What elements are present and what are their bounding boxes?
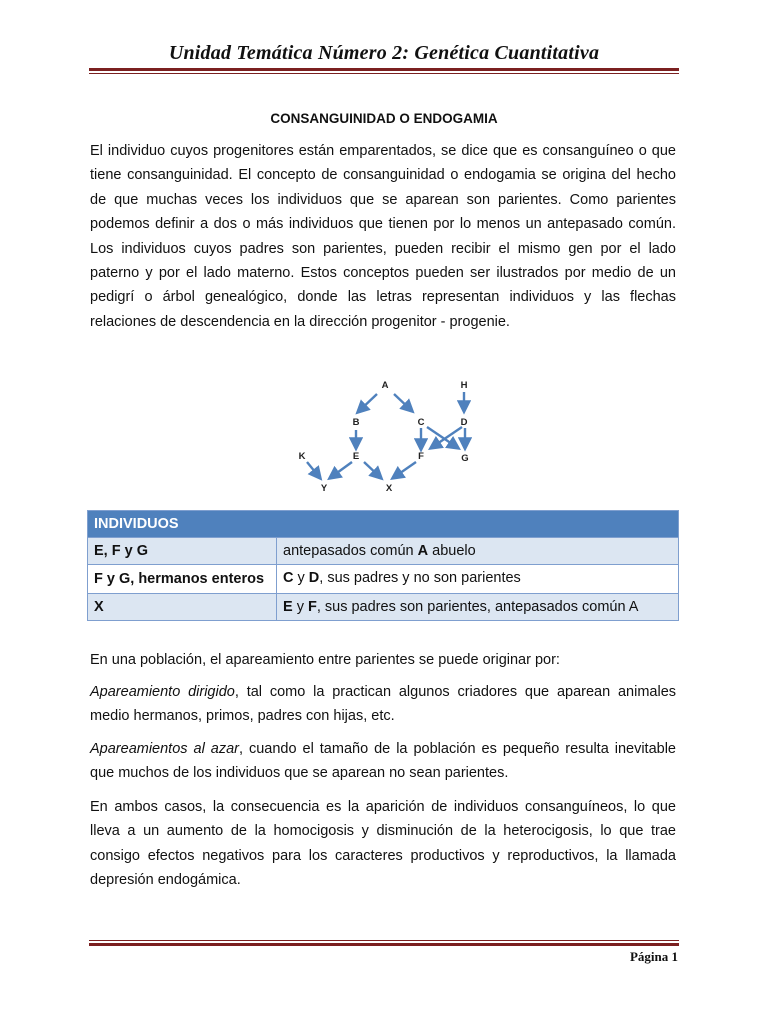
table-cell-description: antepasados común A abuelo [277,538,679,565]
table-row [88,538,679,565]
table-row [88,565,679,594]
arrow-e-y [330,462,352,478]
dirigido-term: Apareamiento dirigido [90,684,235,700]
table-cell-individuals: X [88,594,277,621]
table-cell-description: C y D, sus padres y no son parientes [277,565,679,594]
pedigree-node-b: B [352,417,360,428]
page-number: Página 1 [629,949,678,964]
arrow-f-x [393,462,416,478]
individuals-table [87,510,679,621]
table-cell-individuals: F y G, hermanos enteros [88,565,277,594]
population-paragraph: En una población, el apareamiento entre parientes se puede originar por: [90,652,560,668]
table-cell-individuals: E, F y G [88,538,277,565]
pedigree-node-e: E [352,451,360,462]
pedigree-node-c: C [417,417,425,428]
table-row [88,594,679,621]
footer-rule [89,940,679,946]
arrow-c-g [427,427,458,448]
azar-term: Apareamientos al azar [90,741,239,757]
pedigree-node-d: D [460,417,468,428]
pedigree-node-g: G [461,453,469,464]
pedigree-node-f: F [418,451,424,462]
pedigree-node-k: K [298,451,306,462]
intro-paragraph: El individuo cuyos progenitores están emparentados, se dice que es consanguíneo o que tiene consanguinidad. El concepto de consanguinidad o endogamia se origina del hecho de que muchas veces los individuos que se aparean son parientes. Como parientes podemos definir a dos o más individuos que tienen por lo menos un antepasado común. Los individuos cuyos padres son parientes, pueden recibir el mismo gen por el lado paterno y por el lado materno. Estos conceptos pueden ser ilustrados por medio de un pedigrí o árbol genealógico, donde las letras representan individuos y las flechas relaciones de descendencia en la dirección progenitor - progenie. [90,143,676,330]
arrow-d-f [431,427,462,448]
section-title: CONSANGUINIDAD O ENDOGAMIA [270,111,498,126]
azar-paragraph: Apareamientos al azar, cuando el tamaño de la población es pequeño resulta inevitable que muchos de los individuos que se aparean no sean parientes. [90,741,676,782]
header-rule [89,68,679,74]
arrow-a-c [394,394,412,411]
pedigree-diagram [280,370,500,500]
pedigree-node-x: X [385,483,393,494]
arrow-e-x [364,462,381,478]
arrow-a-b [358,394,377,412]
table-header: INDIVIDUOS [88,511,679,538]
pedigree-node-a: A [381,380,389,391]
table-cell-description: E y F, sus padres son parientes, antepasados común A [277,594,679,621]
arrow-k-y [307,462,320,478]
consequence-paragraph: En ambos casos, la consecuencia es la aparición de individuos consanguíneos, lo que lleva a un aumento de la homocigosis y disminución de la heterocigosis, lo que trae consigo efectos negativos para los caracteres productivos y reproductivos, la llamada depresión endogámica. [90,799,676,889]
page-header-title: Unidad Temática Número 2: Genética Cuantitativa [168,42,600,64]
dirigido-paragraph: Apareamiento dirigido, tal como la practican algunos criadores que aparean animales medio hermanos, primos, padres con hijas, etc. [90,684,677,725]
pedigree-node-h: H [460,380,468,391]
pedigree-node-y: Y [320,483,328,494]
